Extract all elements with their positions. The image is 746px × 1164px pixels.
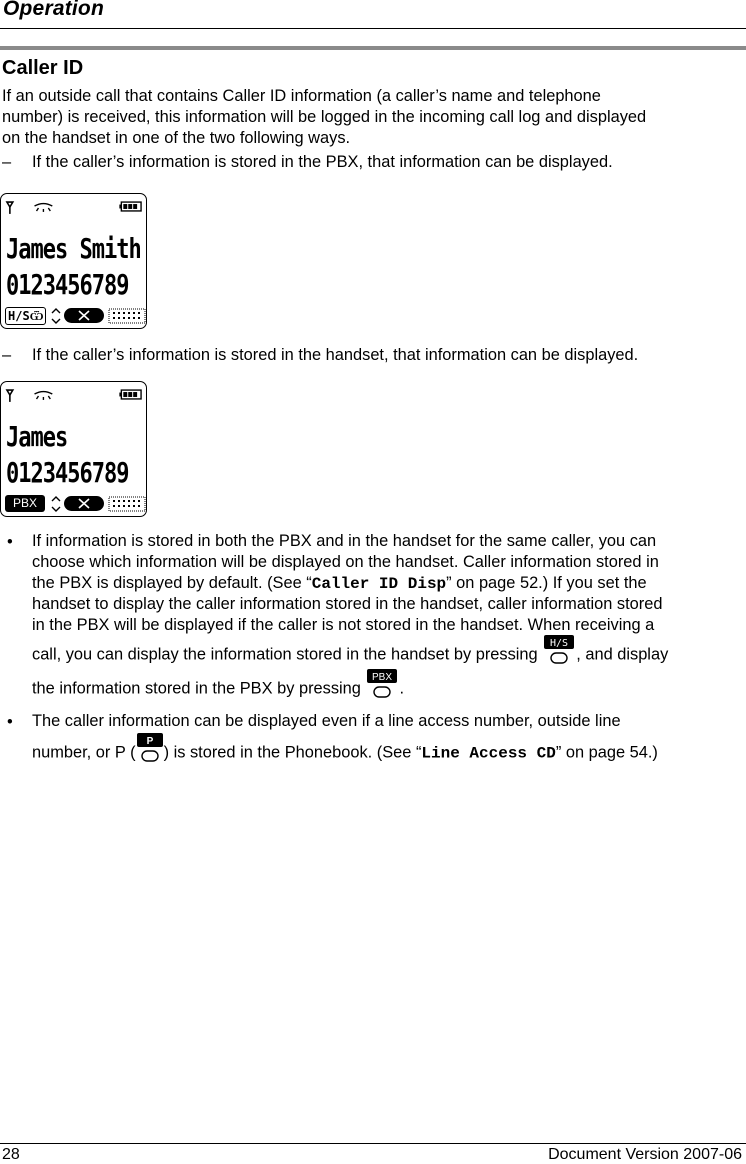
bullet-line: The caller information can be displayed even if a line access number, outside line: [32, 712, 621, 730]
soft-key-row: [5, 306, 145, 326]
bullet-line: [32, 638, 669, 666]
section-heading: Caller ID: [2, 57, 84, 79]
document-version: Document Version 2007-06: [548, 1146, 742, 1163]
caller-name: James: [6, 422, 68, 454]
pbx-soft-key-icon: [365, 668, 399, 700]
menu-dots-icon: [109, 497, 145, 511]
menu-name-line-access-cd: Line Access CD: [421, 744, 556, 763]
soft-key-row: [5, 494, 145, 514]
text-run: the PBX is displayed by default. (See “: [32, 574, 312, 592]
bullet-line: [32, 574, 647, 593]
navigator-icons: [49, 494, 149, 514]
mute-ringer-icon: [64, 308, 104, 323]
dash-item-text: If the caller’s information is stored in the handset, that information can be displayed.: [32, 346, 639, 364]
text-run: , and display: [576, 645, 669, 664]
antenna-icon: [7, 390, 13, 402]
key-label: PBX: [372, 672, 393, 683]
status-icons: [1, 382, 146, 408]
status-icons: [1, 194, 146, 220]
text-run: the information stored in the PBX by pressing: [32, 679, 361, 698]
text-run: call, you can display the information stored in the handset by pressing: [32, 645, 538, 664]
key-label: P: [146, 736, 153, 747]
intro-line: on the handset in one of the two following ways.: [2, 129, 351, 147]
dash-mark: –: [2, 346, 12, 364]
text-run: ) is stored in the Phonebook. (See “: [163, 743, 422, 762]
header-rule: [0, 28, 746, 29]
caller-number: 0123456789: [6, 458, 129, 490]
caller-number: 0123456789: [6, 270, 129, 302]
dash-item-text: If the caller’s information is stored in the PBX, that information can be displayed.: [32, 153, 613, 171]
key-label: H/S: [550, 638, 569, 649]
bullet-line: [32, 736, 658, 764]
mute-ringer-icon: [64, 496, 104, 511]
text-run: number, or P (: [32, 743, 136, 762]
ringing-handset-icon: [35, 204, 53, 212]
text-run: ” on page 52.) If you set the: [446, 574, 647, 592]
up-down-arrow-icon: [52, 309, 60, 323]
text-run: .: [399, 679, 405, 698]
bullet-line: in the PBX will be displayed if the caller is not stored in the handset. When receiving a: [32, 616, 655, 634]
softkey-label: H/S: [8, 309, 30, 323]
pbx-softkey: PBX: [5, 495, 45, 512]
bullet-mark: •: [7, 533, 13, 551]
book-icon: Ѿ: [29, 310, 44, 323]
text-run: ” on page 54.): [555, 743, 658, 762]
bullet-line: [32, 672, 405, 700]
menu-name-caller-id-disp: Caller ID Disp: [311, 575, 447, 593]
intro-paragraph: [2, 86, 742, 149]
page-number: 28: [2, 1146, 20, 1163]
bullet-mark: •: [7, 713, 13, 731]
bullet-line: If information is stored in both the PBX and in the handset for the same caller, you can: [32, 532, 657, 550]
footer-rule: [0, 1143, 746, 1144]
navigator-icons: [49, 306, 149, 326]
battery-icon: [119, 202, 141, 211]
p-soft-key-icon: [136, 732, 164, 764]
handset-screen-handset: [0, 381, 147, 517]
intro-line: number) is received, this information will be logged in the incoming call log and displayed: [2, 108, 647, 126]
dash-mark: –: [2, 153, 12, 171]
antenna-icon: [7, 202, 13, 214]
page-header-title: Operation: [3, 0, 104, 20]
up-down-arrow-icon: [52, 497, 60, 511]
intro-line: If an outside call that contains Caller ID information (a caller’s name and telephone: [2, 87, 601, 105]
caller-name: James Smith: [6, 234, 141, 266]
bullet-line: choose which information will be displayed on the handset. Caller information stored in: [32, 553, 659, 571]
battery-icon: [119, 390, 141, 399]
menu-dots-icon: [109, 309, 145, 323]
handset-screen-pbx: [0, 193, 147, 329]
ringing-handset-icon: [35, 392, 53, 400]
section-rule: [0, 46, 746, 50]
hs-softkey: [5, 307, 46, 325]
hs-soft-key-icon: [542, 634, 576, 666]
bullet-line: handset to display the caller information stored in the handset, caller information stored: [32, 595, 663, 613]
